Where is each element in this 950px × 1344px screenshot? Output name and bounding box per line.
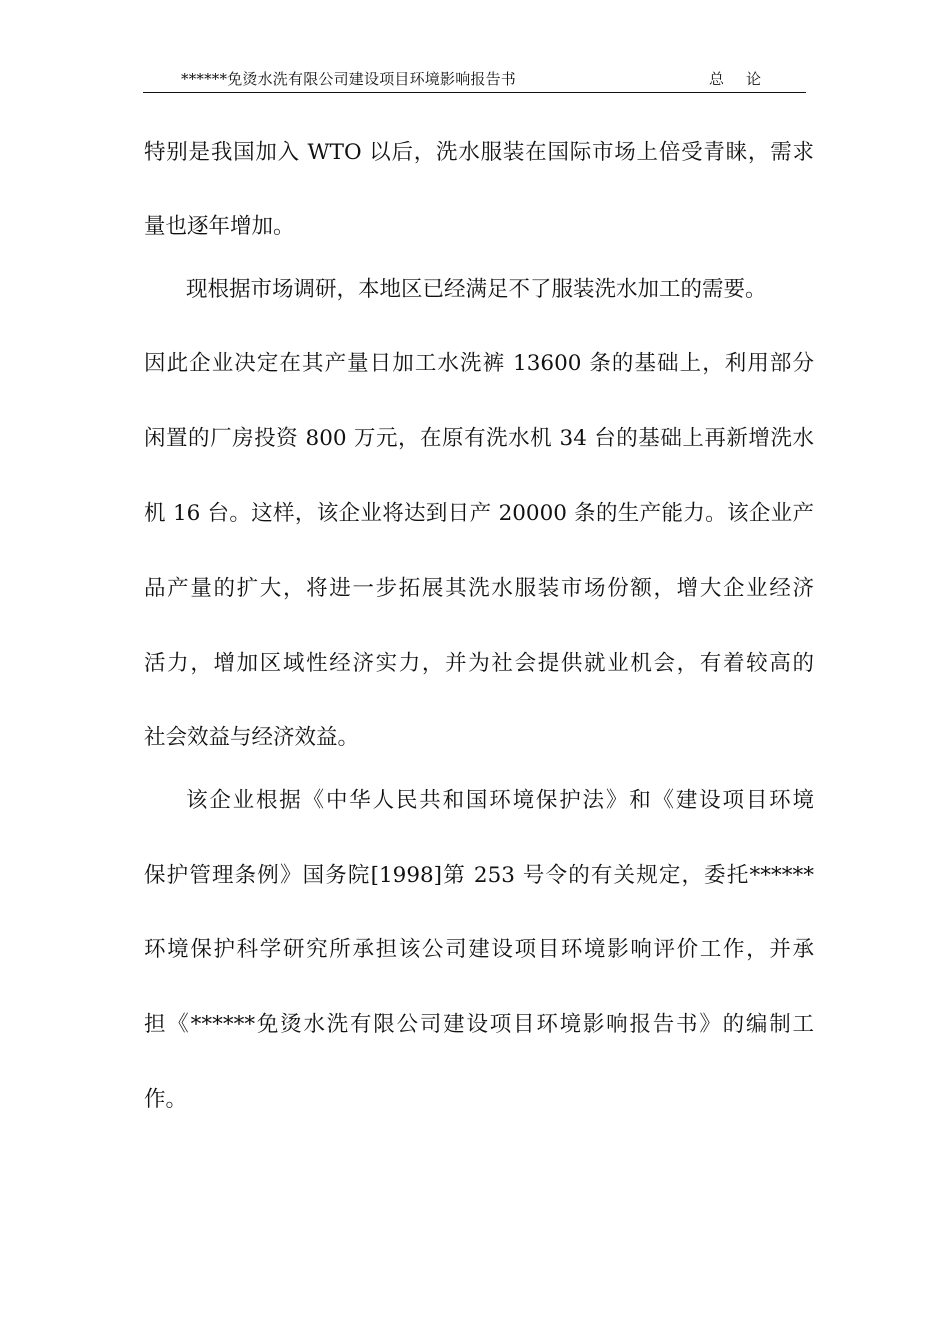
paragraph-2-line-4: 机 16 台。这样，该企业将达到日产 20000 条的生产能力。该企业产	[144, 501, 814, 526]
paragraph-3-line-3: 环境保护科学研究所承担该公司建设项目环境影响评价工作，并承	[144, 937, 814, 962]
paragraph-2-line-5: 品产量的扩大，将进一步拓展其洗水服装市场份额，增大企业经济	[144, 576, 814, 601]
paragraph-1-line-2: 量也逐年增加。	[144, 214, 295, 239]
paragraph-2-line-1: 现根据市场调研，本地区已经满足不了服装洗水加工的需要。	[186, 277, 767, 302]
paragraph-3-line-1: 该企业根据《中华人民共和国环境保护法》和《建设项目环境	[186, 788, 814, 813]
header-section-title: 总论	[709, 70, 784, 88]
paragraph-1-line-1: 特别是我国加入 WTO 以后，洗水服装在国际市场上倍受青睐，需求	[144, 140, 814, 165]
paragraph-2-line-6: 活力，增加区域性经济实力，并为社会提供就业机会，有着较高的	[144, 651, 814, 676]
paragraph-3-line-4: 担《******免烫水洗有限公司建设项目环境影响报告书》的编制工	[144, 1012, 814, 1037]
paragraph-2-line-7: 社会效益与经济效益。	[144, 725, 360, 750]
paragraph-2-line-2: 因此企业决定在其产量日加工水洗裤 13600 条的基础上，利用部分	[144, 351, 814, 376]
paragraph-3-line-5: 作。	[144, 1087, 188, 1112]
paragraph-2-line-3: 闲置的厂房投资 800 万元，在原有洗水机 34 台的基础上再新增洗水	[144, 426, 814, 451]
paragraph-3-line-2: 保护管理条例》国务院[1998]第 253 号令的有关规定，委托******	[144, 863, 814, 888]
header-document-title: ******免烫水洗有限公司建设项目环境影响报告书	[181, 70, 517, 88]
page-header	[143, 64, 806, 93]
